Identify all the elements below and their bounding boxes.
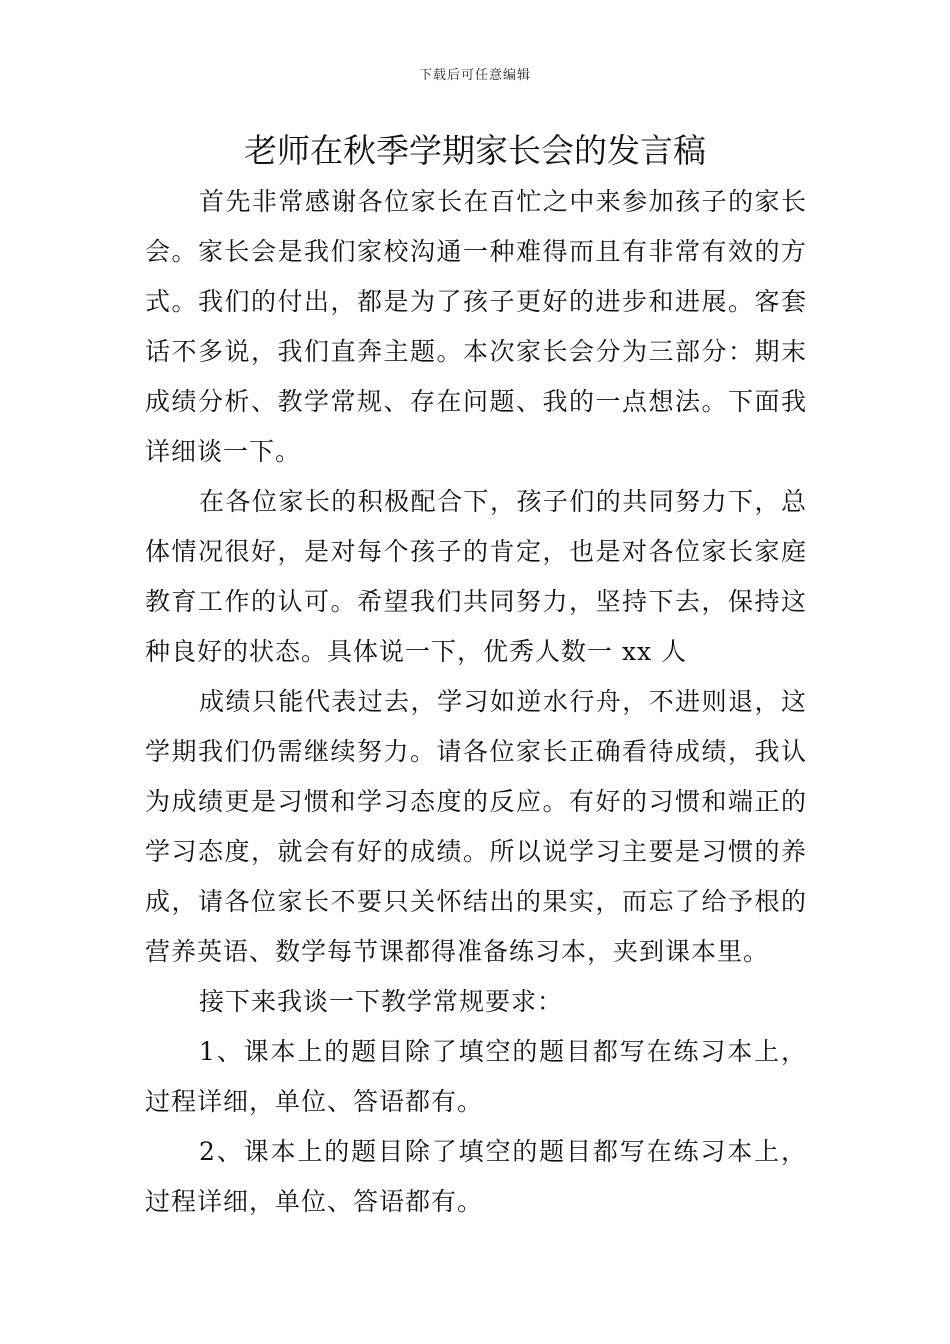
paragraph-routine-item-1: 1、课本上的题目除了填空的题目都写在练习本上，过程详细，单位、答语都有。 — [145, 1037, 807, 1116]
document-title: 老师在秋季学期家长会的发言稿 — [244, 131, 706, 170]
paragraph-intro: 首先非常感谢各位家长在百忙之中来参加孩子的家长会。家长会是我们家校沟通一种难得而且有非常有效的方式。我们的付出，都是为了孩子更好的进步和进展。客套话不多说，我们直奔主题。本次家长会分为三部分：期末成绩分析、教学常规、存在问题、我的一点想法。下面我详细谈一下。 — [145, 187, 807, 466]
paragraph-routine-intro: 接下来我谈一下教学常规要求： — [199, 987, 564, 1016]
document-body — [145, 177, 807, 1227]
header-note: 下载后可任意编辑 — [418, 68, 531, 83]
paragraph-routine-item-2: 2、课本上的题目除了填空的题目都写在练习本上，过程详细，单位、答语都有。 — [145, 1137, 807, 1216]
paragraph-overall-situation: 在各位家长的积极配合下，孩子们的共同努力下，总体情况很好，是对每个孩子的肯定，也是对各位家长家庭教育工作的认可。希望我们共同努力，坚持下去，保持这种良好的状态。具体说一下，优秀人数一 xx 人 — [145, 487, 807, 666]
paragraph-grades: 成绩只能代表过去，学习如逆水行舟，不进则退，这学期我们仍需继续努力。请各位家长正确看待成绩，我认为成绩更是习惯和学习态度的反应。有好的习惯和端正的学习态度，就会有好的成绩。所以说学习主要是习惯的养成，请各位家长不要只关怀结出的果实，而忘了给予根的营养英语、数学每节课都得准备练习本，夹到课本里。 — [145, 687, 807, 966]
